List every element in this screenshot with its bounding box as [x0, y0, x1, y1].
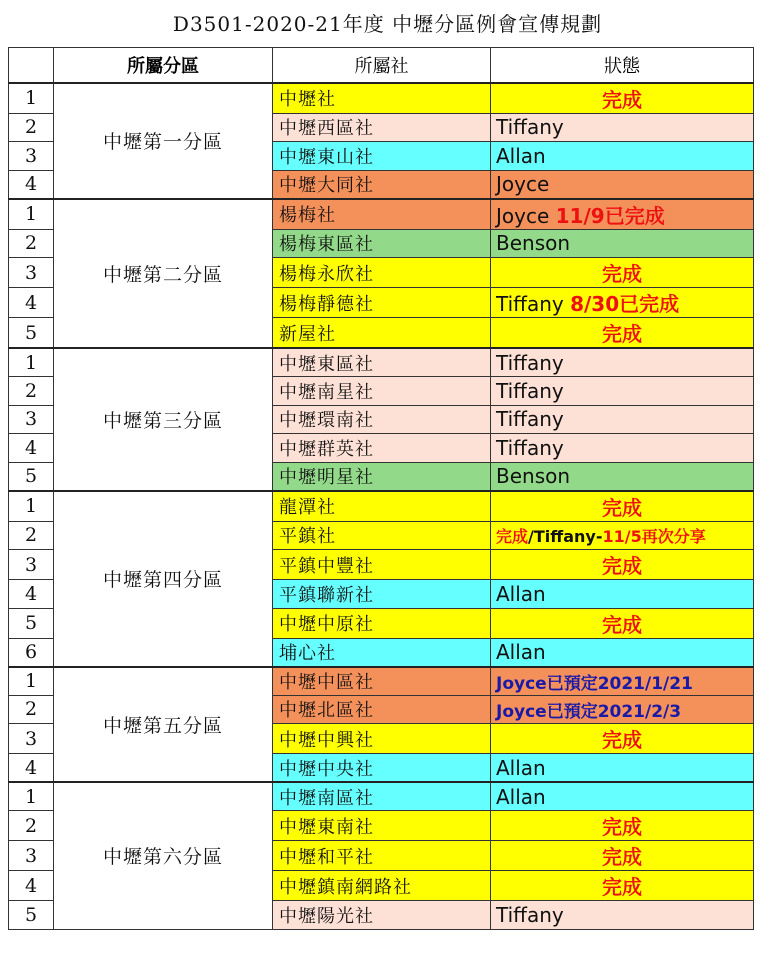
club-cell: 中壢南區社 [273, 782, 491, 811]
status-cell [491, 638, 754, 667]
promotion-table [8, 47, 754, 930]
status-cell [491, 288, 754, 318]
row-number: 3 [9, 841, 54, 871]
club-cell: 楊梅靜德社 [273, 288, 491, 318]
status-text: Allan [496, 755, 546, 780]
club-cell: 平鎮社 [273, 521, 491, 550]
status-text: Joyce [496, 172, 550, 196]
status-cell [491, 83, 754, 114]
status-text: 11/5再次分享 [602, 527, 706, 547]
club-cell: 埔心社 [273, 638, 491, 667]
club-cell: 新屋社 [273, 318, 491, 349]
status-text: 完成 [602, 554, 642, 578]
club-cell: 中壢社 [273, 83, 491, 114]
club-cell: 中壢南星社 [273, 377, 491, 406]
table-row [9, 83, 754, 114]
club-cell: 龍潭社 [273, 491, 491, 522]
club-cell: 中壢群英社 [273, 434, 491, 463]
status-text: 完成 [602, 815, 642, 839]
club-cell: 中壢東山社 [273, 142, 491, 171]
status-cell [491, 782, 754, 811]
row-number: 1 [9, 491, 54, 522]
row-number: 1 [9, 83, 54, 114]
row-number: 1 [9, 199, 54, 230]
row-number: 2 [9, 377, 54, 406]
status-cell [491, 142, 754, 171]
row-number: 4 [9, 434, 54, 463]
row-number: 6 [9, 638, 54, 667]
status-text: Tiffany [496, 350, 564, 375]
club-cell: 中壢鎮南網路社 [273, 871, 491, 901]
status-text: 完成 [496, 527, 529, 547]
status-text: 完成 [602, 875, 642, 899]
status-cell [491, 113, 754, 142]
status-cell [491, 318, 754, 349]
status-text: 完成 [602, 87, 642, 112]
status-text: 11/9已完成 [555, 203, 665, 228]
table-row [9, 199, 754, 230]
district-cell: 中壢第一分區 [54, 83, 273, 199]
club-cell: 中壢和平社 [273, 841, 491, 871]
row-number: 2 [9, 229, 54, 258]
district-cell: 中壢第六分區 [54, 782, 273, 929]
status-text: Joyce已預定2021/2/3 [496, 701, 682, 722]
status-cell [491, 580, 754, 609]
club-cell: 楊梅永欣社 [273, 258, 491, 288]
table-row [9, 782, 754, 811]
status-text: Allan [496, 640, 546, 664]
district-cell: 中壢第二分區 [54, 199, 273, 349]
status-header: 狀態 [491, 48, 754, 83]
status-text: 完成 [602, 262, 642, 286]
status-text: Tiffany [496, 902, 564, 927]
club-cell: 平鎮中豐社 [273, 550, 491, 580]
club-cell: 中壢中央社 [273, 754, 491, 783]
status-cell [491, 754, 754, 783]
page-title: D3501-2020-21年度 中壢分區例會宣傳規劃 [172, 12, 603, 36]
status-text: Allan [496, 143, 546, 168]
row-number: 1 [9, 667, 54, 696]
status-cell [491, 405, 754, 434]
row-number: 3 [9, 258, 54, 288]
row-number: 4 [9, 580, 54, 609]
status-text: Tiffany [496, 115, 564, 140]
row-number: 4 [9, 754, 54, 783]
row-number: 2 [9, 521, 54, 550]
status-text: Joyce已預定2021/1/21 [496, 673, 693, 694]
status-cell [491, 462, 754, 491]
club-header: 所屬社 [273, 48, 491, 83]
table-body [9, 83, 754, 930]
row-number: 3 [9, 724, 54, 754]
status-text: 完成 [602, 728, 642, 752]
status-cell [491, 199, 754, 230]
club-cell: 中壢北區社 [273, 695, 491, 724]
status-text: Benson [496, 231, 571, 256]
row-number: 4 [9, 871, 54, 901]
index-header [9, 48, 54, 83]
row-number: 1 [9, 782, 54, 811]
table-row [9, 491, 754, 522]
status-cell [491, 434, 754, 463]
status-cell [491, 491, 754, 522]
club-cell: 中壢西區社 [273, 113, 491, 142]
status-text: Tiffany [496, 378, 564, 403]
row-number: 2 [9, 811, 54, 841]
status-cell [491, 811, 754, 841]
row-number: 5 [9, 462, 54, 491]
status-cell [491, 550, 754, 580]
status-text: 完成 [602, 612, 642, 637]
status-text: Benson [496, 464, 571, 488]
table-row [9, 667, 754, 696]
club-cell: 中壢中興社 [273, 724, 491, 754]
club-cell: 中壢中原社 [273, 608, 491, 638]
status-cell [491, 608, 754, 638]
row-number: 3 [9, 405, 54, 434]
status-cell [491, 841, 754, 871]
status-cell [491, 901, 754, 930]
status-text: Tiffany [496, 292, 571, 316]
row-number: 3 [9, 550, 54, 580]
club-cell: 中壢環南社 [273, 405, 491, 434]
club-cell: 中壢陽光社 [273, 901, 491, 930]
status-cell [491, 724, 754, 754]
status-text: Tiffany [496, 407, 564, 432]
status-text: Tiffany [496, 435, 564, 460]
status-text: 8/30已完成 [570, 292, 680, 316]
status-text: 完成 [602, 845, 642, 869]
status-cell [491, 170, 754, 199]
row-number: 2 [9, 113, 54, 142]
district-cell: 中壢第四分區 [54, 491, 273, 667]
status-cell [491, 695, 754, 724]
row-number: 3 [9, 142, 54, 171]
district-header: 所屬分區 [54, 48, 273, 83]
club-cell: 中壢大同社 [273, 170, 491, 199]
row-number: 5 [9, 318, 54, 349]
status-cell [491, 377, 754, 406]
club-cell: 中壢中區社 [273, 667, 491, 696]
club-cell: 中壢東區社 [273, 348, 491, 377]
row-number: 4 [9, 288, 54, 318]
district-cell: 中壢第五分區 [54, 667, 273, 783]
status-text: Joyce [496, 203, 556, 228]
status-text: 完成 [602, 495, 642, 520]
header-row [9, 48, 754, 83]
status-text: Allan [496, 784, 546, 809]
row-number: 2 [9, 695, 54, 724]
row-number: 5 [9, 901, 54, 930]
status-cell [491, 667, 754, 696]
row-number: 1 [9, 348, 54, 377]
status-cell [491, 871, 754, 901]
status-text: /Tiffany- [528, 527, 603, 547]
club-cell: 中壢東南社 [273, 811, 491, 841]
club-cell: 平鎮聯新社 [273, 580, 491, 609]
status-cell [491, 258, 754, 288]
club-cell: 楊梅社 [273, 199, 491, 230]
table-row [9, 348, 754, 377]
status-cell [491, 521, 754, 550]
district-cell: 中壢第三分區 [54, 348, 273, 491]
club-cell: 楊梅東區社 [273, 229, 491, 258]
status-text: Allan [496, 581, 546, 606]
status-cell [491, 229, 754, 258]
row-number: 5 [9, 608, 54, 638]
club-cell: 中壢明星社 [273, 462, 491, 491]
row-number: 4 [9, 170, 54, 199]
status-text: 完成 [602, 322, 642, 346]
status-cell [491, 348, 754, 377]
